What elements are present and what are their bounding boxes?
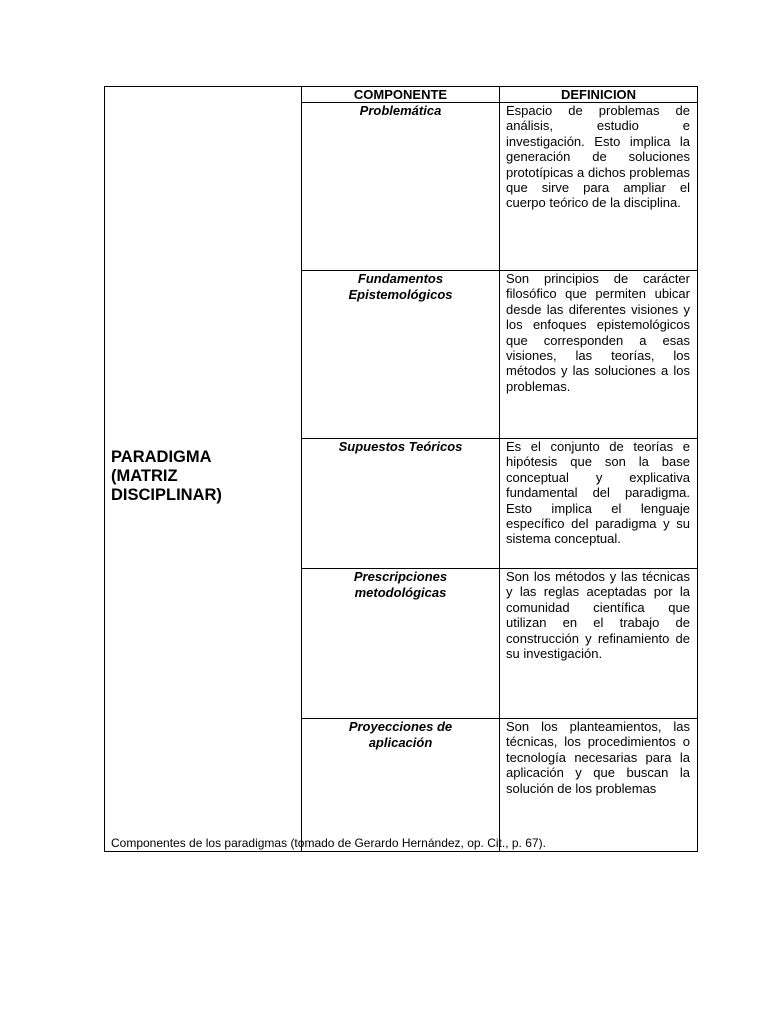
component-definition: Son principios de carácter filosófico que permiten ubicar desde las diferentes visiones y los enfoques epistemológicos que corresponden a esas visiones, las teorías, los métodos y las soluciones a los problemas. [506,271,690,394]
component-cell [302,569,500,719]
component-cell [302,271,500,439]
component-definition: Espacio de problemas de análisis, estudio e investigación. Esto implica la generación de soluciones prototípicas a dichos problemas que sirve para ampliar el cuerpo teórico de la disciplina. [506,103,690,211]
table-header-row [105,87,698,103]
component-cell [302,439,500,569]
definition-cell [500,569,698,719]
component-definition: Son los métodos y las técnicas y las reglas aceptadas por la comunidad científica que utilizan en el trabajo de construcción y refinamiento de su investigación. [506,569,690,662]
definition-cell [500,439,698,569]
component-definition: Son los planteamientos, las técnicas, los procedimientos o tecnología necesarias para la aplicación y que buscan la solución de los problemas [506,719,690,796]
component-name: Proyecciones de aplicación [348,719,453,750]
component-definition: Es el conjunto de teorías e hipótesis que son la base conceptual y explicativa fundamental del paradigma. Esto implica el lenguaje específico del paradigma y su sistema conceptual. [506,439,690,547]
paradigm-cell [105,87,302,852]
component-name: Problemática [359,103,442,118]
definition-cell [500,103,698,271]
header-componente: COMPONENTE [302,87,500,103]
table-caption: Componentes de los paradigmas (tomado de Gerardo Hernández, op. Cit., p. 67). [111,836,546,850]
paradigm-title: PARADIGMA (MATRIZ DISCIPLINAR) [111,447,222,504]
definition-cell [500,271,698,439]
component-name: Supuestos Teóricos [338,439,463,454]
component-name: Fundamentos Epistemológicos [348,271,453,302]
paradigm-components-table [104,86,698,852]
component-cell [302,719,500,852]
header-definicion: DEFINICION [500,87,698,103]
definition-cell [500,719,698,852]
component-cell [302,103,500,271]
component-name: Prescripciones metodológicas [353,569,448,600]
